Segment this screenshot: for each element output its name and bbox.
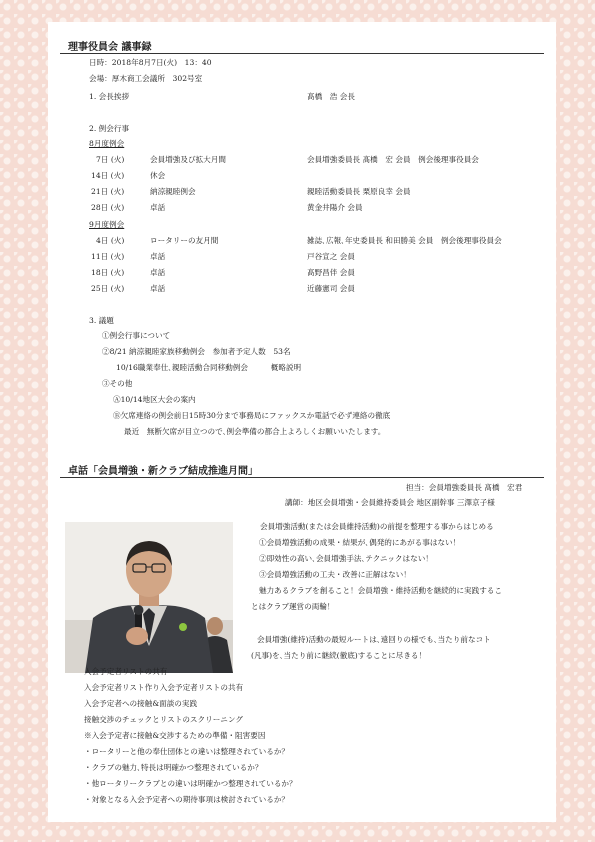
september-header: 9月度例会 (89, 220, 125, 229)
schedule-date: 25日 (火) (91, 284, 125, 293)
agenda-heading: 3. 議題 (89, 316, 114, 325)
greeting-speaker: 髙橋 浩 会長 (307, 92, 355, 101)
schedule-event: 納涼親睦例会 (150, 187, 196, 196)
talk-paragraph: ①会員増強活動の成果・結果が､偶発的にあがる事はない！ (259, 538, 461, 547)
agenda-item: ①例会行事について (102, 331, 171, 340)
meeting-venue: 会場：厚木商工会議所 302号室 (89, 74, 203, 83)
schedule-event: 卓話 (150, 284, 166, 293)
minutes-title: 理事役員会 議事録 (68, 42, 152, 53)
schedule-date: 18日 (火) (91, 268, 125, 277)
list-item: 入会予定者への接触&面談の実践 (84, 699, 198, 708)
list-item: ・対象となる入会予定者への期待事項は検討されているか？ (84, 795, 290, 804)
speaker-photo-illustration (65, 522, 233, 673)
badge-icon (179, 623, 187, 631)
list-item: ・他ロータリークラブとの違いは明確かつ整理されているか？ (84, 779, 297, 788)
august-header: 8月度例会 (89, 139, 125, 148)
schedule-person: 戸谷宣之 会員 (307, 252, 355, 261)
meeting-datetime: 日時：2018年8月7日(火) 13：40 (89, 58, 212, 67)
list-item: 接触交渉のチェックとリストのスクリーニング (84, 715, 243, 724)
list-item: ※入会予定者に接触&交渉するための準備・阻害要因 (84, 731, 266, 740)
list-item: 入会予定者リスト作り入会予定者リストの共有 (84, 683, 244, 692)
document-page (48, 22, 556, 822)
schedule-date: 14日 (火) (91, 171, 125, 180)
schedule-date: 11日 (火) (91, 252, 125, 261)
talk-presenter: 担当：会員増強委員長 髙橋 宏君 (406, 483, 523, 492)
talk-paragraph: (凡事)を､当たり前に継続(徹底)することに尽きる！ (251, 651, 427, 660)
list-item: ・クラブの魅力､特長は明確かつ整理されているか？ (84, 763, 263, 772)
agenda-item: Ⓐ10/14地区大会の案内 (113, 395, 196, 404)
schedule-event: 卓話 (150, 268, 166, 277)
schedule-event: ロータリーの友月間 (150, 236, 219, 245)
talk-lecturer: 講師：地区会員増強・会員維持委員会 地区副幹事 三澤京子様 (285, 498, 495, 507)
schedule-person: 髙野昌伴 会員 (307, 268, 355, 277)
schedule-person: 会員増強委員長 髙橋 宏 会員 例会後理事役員会 (307, 155, 479, 164)
talk-paragraph: とはクラブ運営の両輪！ (251, 602, 335, 611)
greeting-label: 1. 会長挨拶 (89, 92, 130, 101)
speaker-photo (65, 522, 233, 673)
agenda-item: Ⓑ欠席連絡の例会前日15時30分まで事務局にファックスか電話で必ず連絡の徹底 (113, 411, 391, 420)
schedule-event: 卓話 (150, 252, 166, 261)
schedule-date: 28日 (火) (91, 203, 125, 212)
agenda-item: 10/16職業奉仕､親睦活動合同移動例会 概略説明 (116, 363, 302, 372)
talk-paragraph: 会員増強(維持)活動の最短ルートは､遠回りの様でも､当たり前なコト (257, 635, 491, 644)
schedule-person: 親睦活動委員長 栗原良幸 会員 (307, 187, 411, 196)
talk-paragraph: ③会員増強活動の工夫・改善に正解はない！ (259, 570, 411, 579)
title-rule (60, 53, 544, 54)
talk-paragraph: ②即効性の高い､会員増強手法､テクニックはない！ (259, 554, 433, 563)
agenda-item: ②8/21 納涼親睦家族移動例会 参加者予定人数 53名 (102, 347, 291, 356)
talk-title: 卓話「会員増強・新クラブ結成推進月間」 (68, 466, 258, 477)
schedule-event: 会員増強及び拡大月間 (150, 155, 226, 164)
events-heading: 2. 例会行事 (89, 124, 130, 133)
schedule-event: 卓話 (150, 203, 166, 212)
schedule-event: 休会 (150, 171, 166, 180)
list-item: ・ロータリーと他の奉仕団体との違いは整理されているか？ (84, 747, 290, 756)
schedule-date: 4日 (火) (96, 236, 125, 245)
schedule-person: 黄金井陽介 会員 (307, 203, 363, 212)
talk-paragraph: 会員増強活動(または会員維持活動)の前提を整理する事からはじめる (260, 522, 494, 531)
agenda-item: ③その他 (102, 379, 133, 388)
list-item: 入会予定者リストの共有 (84, 667, 168, 676)
talk-paragraph: 魅力あるクラブを創ること！会員増強・維持活動を継続的に実践するこ (259, 586, 502, 595)
schedule-person: 近藤憲司 会員 (307, 284, 355, 293)
schedule-date: 7日 (火) (96, 155, 125, 164)
schedule-person: 雑誌､広報､年史委員長 和田勝美 会員 例会後理事役員会 (307, 236, 502, 245)
agenda-item: 最近 無断欠席が目立つので､例会準備の都合上よろしくお願いいたします。 (124, 427, 386, 436)
talk-rule (60, 477, 544, 478)
schedule-date: 21日 (火) (91, 187, 125, 196)
